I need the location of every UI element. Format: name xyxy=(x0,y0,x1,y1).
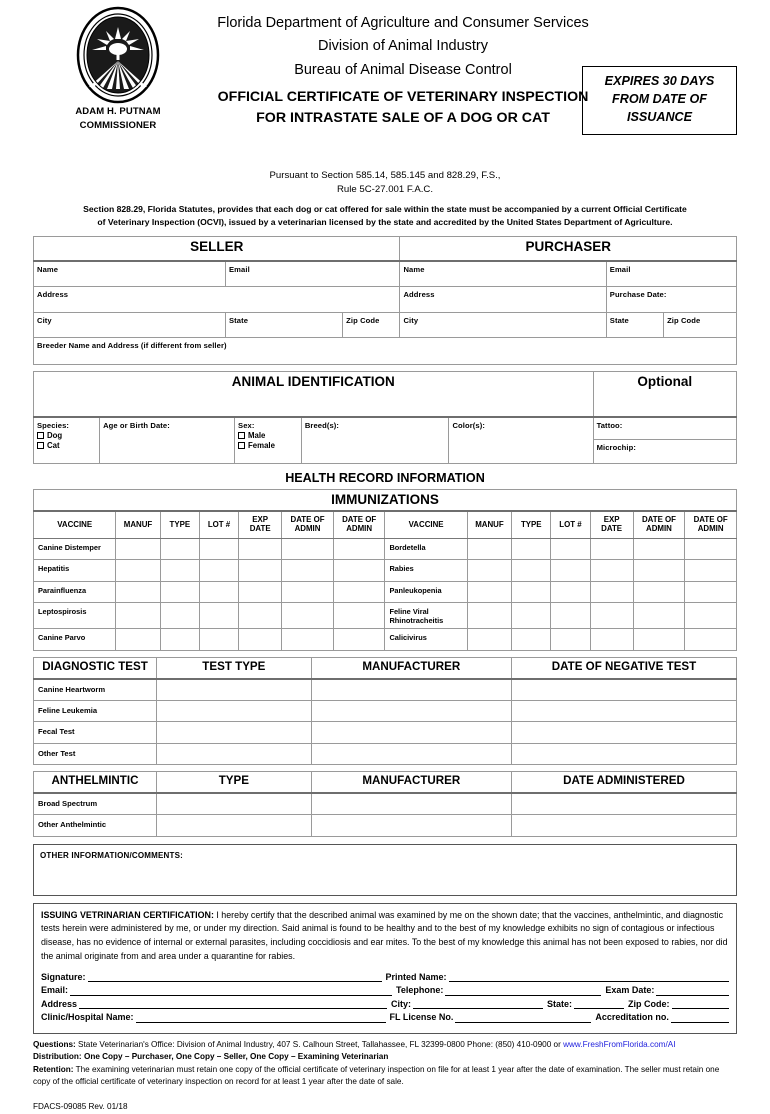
signature-row xyxy=(41,972,729,982)
cell-admin1[interactable] xyxy=(633,560,685,582)
animal-identification-heading: ANIMAL IDENTIFICATION xyxy=(34,371,594,417)
email-telephone-examdate-row xyxy=(41,986,729,996)
cell-manuf[interactable] xyxy=(467,560,511,582)
retention-text: The examining veterinarian must retain one copy of the official certificate of veterinary inspection on file for at least 1 year after the date of examination. The seller must retain one copy of the official certificate of veterinary inspection on record for at least 1 year after the date of sale. xyxy=(33,1064,720,1086)
certification-heading: ISSUING VETRINARIAN CERTIFICATION: xyxy=(41,909,214,920)
cell-lot[interactable] xyxy=(199,560,238,582)
cell-admin2[interactable] xyxy=(333,629,385,651)
commissioner-name: ADAM H. PUTNAM xyxy=(75,106,161,117)
breeder-row xyxy=(34,337,737,364)
zip-label: Zip Code: xyxy=(628,998,670,1009)
cell-admin2[interactable] xyxy=(685,603,737,629)
signature-label: Signature: xyxy=(41,971,86,982)
checkbox-female-icon[interactable] xyxy=(238,442,245,449)
cell-date[interactable] xyxy=(512,700,737,722)
tattoo-field[interactable]: Tattoo: xyxy=(594,418,736,440)
certificate-title-line1: OFFICIAL CERTIFICATE OF VETERINARY INSPECTION xyxy=(217,89,589,105)
seller-heading: SELLER xyxy=(34,236,400,261)
vaccine-leptospirosis: Leptospirosis xyxy=(34,603,116,629)
sex-cell xyxy=(235,417,302,463)
statute-line2: of Veterinary Inspection (OCVI), issued by a veterinarian licensed by the state and accredited by the United States Department of Agriculture. xyxy=(97,217,673,228)
seller-address-field[interactable]: Address xyxy=(34,286,400,312)
vaccine-canine-distemper: Canine Distemper xyxy=(34,538,116,560)
printed-name-label: Printed Name: xyxy=(385,971,447,982)
vaccine-feline-viral-rhinotracheitis xyxy=(385,603,467,629)
species-cat-label: Cat xyxy=(47,441,60,451)
cell-admin1[interactable] xyxy=(282,629,334,651)
col-admin1-right-line1: DATE OF xyxy=(641,514,676,524)
species-label: Species: xyxy=(37,421,70,431)
cell-lot[interactable] xyxy=(551,603,590,629)
cell-date[interactable] xyxy=(512,815,737,837)
cell-test-type[interactable] xyxy=(157,743,312,765)
email-input[interactable] xyxy=(70,986,392,996)
cell-lot[interactable] xyxy=(199,538,238,560)
cell-type[interactable] xyxy=(160,538,199,560)
state-input[interactable] xyxy=(574,999,624,1009)
expires-line3: ISSUANCE xyxy=(626,109,693,124)
col-admin1-right-line2: ADMIN xyxy=(646,524,672,534)
optional-heading: Optional xyxy=(593,371,736,417)
purchaser-state-field[interactable]: State xyxy=(606,312,663,337)
license-label: FL License No. xyxy=(389,1012,454,1023)
col-admin2-left-line1: DATE OF xyxy=(342,514,377,524)
address-city-state-zip-row xyxy=(41,999,729,1009)
col-manufacturer: MANUFACTURER xyxy=(311,772,511,794)
pursuant-line1: Pursuant to Section 585.14, 585.145 and 828.29, F.S., xyxy=(269,170,501,181)
cell-exp[interactable] xyxy=(239,603,282,629)
cell-manuf[interactable] xyxy=(116,538,160,560)
cell-exp[interactable] xyxy=(239,581,282,603)
city-input[interactable] xyxy=(413,999,543,1009)
cell-exp[interactable] xyxy=(239,538,282,560)
certification-body: I hereby certify that the described animal was examined by me on the shown date; that the vaccines, anthelmintic, and diagnostic tests herein were administered by me, or under my direction. Said animal is found to be healthy and to the best of my knowledge exhibits no sign of contagious or infectious disease, has no evidence of internal or external parasites, including coccidiosis and ear mites. To the best of my knowledge this animal has not been exposed to rabies, nor did the animal originate from and area under a quarantine for rabies. xyxy=(41,909,728,961)
cell-admin1[interactable] xyxy=(633,629,685,651)
other-information-comments-box[interactable] xyxy=(33,844,737,896)
cell-admin1[interactable] xyxy=(282,581,334,603)
colors-field[interactable]: Color(s): xyxy=(449,417,593,463)
address-label: Address xyxy=(41,998,78,1009)
expires-notice-box xyxy=(582,66,737,135)
anthelmintic-table xyxy=(33,771,737,837)
col-type-right: TYPE xyxy=(512,511,551,538)
cell-manufacturer[interactable] xyxy=(311,793,511,815)
issuing-veterinarian-certification-box xyxy=(33,903,737,1034)
cell-admin2[interactable] xyxy=(685,581,737,603)
exam-date-input[interactable] xyxy=(656,986,729,996)
col-exp-right-line1: EXP xyxy=(603,514,620,524)
seal-block xyxy=(58,5,178,133)
questions-label: Questions: xyxy=(33,1040,76,1050)
cell-admin1[interactable] xyxy=(282,538,334,560)
cell-lot[interactable] xyxy=(199,581,238,603)
purchaser-email-field[interactable]: Email xyxy=(606,261,736,286)
microchip-field[interactable]: Microchip: xyxy=(596,443,636,453)
species-dog-label: Dog xyxy=(47,431,63,441)
diagnostic-header-row xyxy=(34,657,737,679)
col-manuf-left: MANUF xyxy=(116,511,160,538)
certificate-title xyxy=(173,87,633,130)
statute-line1: Section 828.29, Florida Statutes, provides that each dog or cat offered for sale within the state must be accompanied by a current Official Certificate xyxy=(83,203,687,214)
cell-exp[interactable] xyxy=(239,629,282,651)
col-exp-right-line2: DATE xyxy=(601,524,623,534)
age-birthdate-field[interactable]: Age or Birth Date: xyxy=(100,417,235,463)
col-anthelmintic: ANTHELMINTIC xyxy=(34,772,157,794)
cell-type[interactable] xyxy=(160,560,199,582)
exam-date-label: Exam Date: xyxy=(605,985,655,996)
cell-type[interactable] xyxy=(512,603,551,629)
cell-exp[interactable] xyxy=(590,603,633,629)
seller-zip-field[interactable]: Zip Code xyxy=(343,312,400,337)
cell-manufacturer[interactable] xyxy=(311,700,511,722)
breeder-field[interactable]: Breeder Name and Address (if different from seller) xyxy=(34,337,737,364)
purchaser-city-field[interactable]: City xyxy=(400,312,606,337)
distribution-line xyxy=(33,1051,737,1063)
license-input[interactable] xyxy=(455,1013,591,1023)
cell-manuf[interactable] xyxy=(467,629,511,651)
anthelmintic-other: Other Anthelmintic xyxy=(34,815,157,837)
cell-admin2[interactable] xyxy=(333,560,385,582)
organization-lines xyxy=(183,12,623,82)
cell-admin1[interactable] xyxy=(633,538,685,560)
cell-manufacturer[interactable] xyxy=(311,815,511,837)
col-test-type: TEST TYPE xyxy=(157,657,312,679)
cell-manuf[interactable] xyxy=(467,538,511,560)
cell-type[interactable] xyxy=(160,603,199,629)
certification-paragraph xyxy=(41,909,729,963)
table-row xyxy=(34,560,737,582)
fresh-from-florida-link[interactable]: www.FreshFromFlorida.com/AI xyxy=(563,1040,676,1050)
cell-date[interactable] xyxy=(512,679,737,701)
cell-admin2[interactable] xyxy=(685,538,737,560)
cell-type[interactable] xyxy=(512,538,551,560)
immunizations-heading-row xyxy=(34,489,737,511)
checkbox-male-icon[interactable] xyxy=(238,432,245,439)
org-line-division: Division of Animal Industry xyxy=(317,38,489,55)
cell-manuf[interactable] xyxy=(116,581,160,603)
immunizations-header-row xyxy=(34,511,737,538)
cell-exp[interactable] xyxy=(590,538,633,560)
org-line-bureau: Bureau of Animal Disease Control xyxy=(294,61,512,78)
sex-male-label: Male xyxy=(248,431,266,441)
cell-lot[interactable] xyxy=(199,629,238,651)
form-id: FDACS-09085 Rev. 01/18 xyxy=(33,1102,128,1112)
questions-line xyxy=(33,1039,737,1051)
col-diagnostic-test: DIAGNOSTIC TEST xyxy=(34,657,157,679)
col-admin1-left xyxy=(282,511,334,538)
signature-lines xyxy=(41,972,729,1023)
cell-test-type[interactable] xyxy=(157,700,312,722)
cell-admin2[interactable] xyxy=(685,629,737,651)
animal-identification-table xyxy=(33,371,737,464)
checkbox-cat-icon[interactable] xyxy=(37,442,44,449)
vaccine-bordetella: Bordetella xyxy=(385,538,467,560)
cell-admin2[interactable] xyxy=(333,603,385,629)
table-row xyxy=(34,743,737,765)
city-label: City: xyxy=(391,998,412,1009)
comments-label: OTHER INFORMATION/COMMENTS: xyxy=(40,850,184,860)
col-type-left: TYPE xyxy=(160,511,199,538)
diagnostic-canine-heartworm: Canine Heartworm xyxy=(34,679,157,701)
cell-admin2[interactable] xyxy=(333,581,385,603)
email-label: Email: xyxy=(41,985,69,996)
cell-admin2[interactable] xyxy=(685,560,737,582)
vaccine-panleukopenia: Panleukopenia xyxy=(385,581,467,603)
table-row xyxy=(34,538,737,560)
col-lot-left: LOT # xyxy=(199,511,238,538)
cell-date[interactable] xyxy=(512,793,737,815)
retention-line xyxy=(33,1064,737,1089)
table-row xyxy=(34,722,737,744)
col-exp-left xyxy=(239,511,282,538)
col-admin2-right xyxy=(685,511,737,538)
florida-dept-agriculture-seal-icon xyxy=(75,5,161,105)
org-line-department: Florida Department of Agriculture and Consumer Services xyxy=(217,15,589,31)
col-type: TYPE xyxy=(157,772,312,794)
purchase-date-field[interactable]: Purchase Date: xyxy=(606,286,736,312)
cell-type[interactable] xyxy=(157,793,312,815)
clinic-label: Clinic/Hospital Name: xyxy=(41,1012,134,1023)
seller-email-field[interactable]: Email xyxy=(226,261,400,286)
document-header xyxy=(33,0,737,168)
telephone-label: Telephone: xyxy=(396,985,444,996)
cell-admin1[interactable] xyxy=(633,603,685,629)
printed-name-input[interactable] xyxy=(449,972,729,982)
col-lot-right: LOT # xyxy=(551,511,590,538)
cell-type[interactable] xyxy=(157,815,312,837)
table-row xyxy=(34,629,737,651)
cell-manuf[interactable] xyxy=(467,603,511,629)
cell-admin1[interactable] xyxy=(633,581,685,603)
animal-id-fields-row xyxy=(34,417,737,463)
col-admin2-left xyxy=(333,511,385,538)
species-cat-option[interactable] xyxy=(34,440,99,450)
diagnostic-feline-leukemia: Feline Leukemia xyxy=(34,700,157,722)
pursuant-text xyxy=(33,169,737,197)
diagnostic-fecal-test: Fecal Test xyxy=(34,722,157,744)
purchaser-zip-field[interactable]: Zip Code xyxy=(664,312,737,337)
table-row xyxy=(34,700,737,722)
cell-exp[interactable] xyxy=(590,629,633,651)
accreditation-input[interactable] xyxy=(671,1013,729,1023)
cell-manuf[interactable] xyxy=(116,603,160,629)
table-row xyxy=(34,815,737,837)
sex-male-option[interactable] xyxy=(235,430,301,440)
cell-manuf[interactable] xyxy=(116,629,160,651)
retention-label: Retention: xyxy=(33,1064,74,1074)
certificate-title-line2: FOR INTRASTATE SALE OF A DOG OR CAT xyxy=(256,110,550,127)
table-row xyxy=(34,793,737,815)
cell-type[interactable] xyxy=(512,560,551,582)
seller-state-field[interactable]: State xyxy=(226,312,343,337)
species-dog-option[interactable] xyxy=(34,430,99,440)
expires-line2: FROM DATE OF xyxy=(612,91,707,106)
col-admin1-right xyxy=(633,511,685,538)
purchaser-address-field[interactable]: Address xyxy=(400,286,606,312)
cell-admin1[interactable] xyxy=(282,560,334,582)
purchaser-name-field[interactable]: Name xyxy=(400,261,606,286)
state-label: State: xyxy=(547,998,573,1009)
col-exp-right xyxy=(590,511,633,538)
table-row xyxy=(34,603,737,629)
clinic-input[interactable] xyxy=(136,1013,386,1023)
col-vaccine-right: VACCINE xyxy=(385,511,467,538)
cell-lot[interactable] xyxy=(551,538,590,560)
cell-lot[interactable] xyxy=(199,603,238,629)
diagnostic-test-table xyxy=(33,657,737,766)
city-state-zip-row xyxy=(34,312,737,337)
col-admin1-left-line1: DATE OF xyxy=(290,514,325,524)
sex-female-label: Female xyxy=(248,441,275,451)
cell-exp[interactable] xyxy=(590,560,633,582)
cell-manufacturer[interactable] xyxy=(311,743,511,765)
immunizations-table xyxy=(33,489,737,651)
seller-purchaser-table xyxy=(33,236,737,365)
cell-lot[interactable] xyxy=(551,629,590,651)
document-footer xyxy=(33,1039,737,1113)
col-admin2-right-line1: DATE OF xyxy=(693,514,728,524)
accreditation-label: Accreditation no. xyxy=(595,1012,669,1023)
cell-exp[interactable] xyxy=(239,560,282,582)
telephone-input[interactable] xyxy=(445,986,601,996)
immunizations-heading: IMMUNIZATIONS xyxy=(34,489,737,511)
vaccine-calicivirus: Calicivirus xyxy=(385,629,467,651)
cell-test-type[interactable] xyxy=(157,722,312,744)
distribution-text: One Copy – Purchaser, One Copy – Seller, One Copy – Examining Veterinarian xyxy=(81,1052,389,1062)
optional-cell xyxy=(593,417,736,463)
anthelmintic-header-row xyxy=(34,772,737,794)
purchaser-heading: PURCHASER xyxy=(400,236,737,261)
table-row xyxy=(34,581,737,603)
col-exp-left-line1: EXP xyxy=(252,514,269,524)
col-vaccine-left: VACCINE xyxy=(34,511,116,538)
expires-line1: EXPIRES 30 DAYS xyxy=(604,74,715,88)
cell-date[interactable] xyxy=(512,743,737,765)
seller-name-field[interactable]: Name xyxy=(34,261,226,286)
address-input[interactable] xyxy=(79,999,387,1009)
cell-manuf[interactable] xyxy=(116,560,160,582)
address-row xyxy=(34,286,737,312)
fvr-line2: Rhinotracheitis xyxy=(389,616,444,626)
cell-manuf[interactable] xyxy=(467,581,511,603)
cell-date[interactable] xyxy=(512,722,737,744)
col-manufacturer: MANUFACTURER xyxy=(311,657,511,679)
cell-manufacturer[interactable] xyxy=(311,722,511,744)
cell-lot[interactable] xyxy=(551,581,590,603)
col-date-administered: DATE ADMINISTERED xyxy=(512,772,737,794)
health-record-heading: HEALTH RECORD INFORMATION xyxy=(285,470,485,485)
sex-female-option[interactable] xyxy=(235,440,301,450)
cell-lot[interactable] xyxy=(551,560,590,582)
statute-text xyxy=(33,203,737,230)
seller-city-field[interactable]: City xyxy=(34,312,226,337)
cell-admin1[interactable] xyxy=(282,603,334,629)
cell-exp[interactable] xyxy=(590,581,633,603)
name-email-row xyxy=(34,261,737,286)
diagnostic-other-test: Other Test xyxy=(34,743,157,765)
cell-type[interactable] xyxy=(160,629,199,651)
species-cell xyxy=(34,417,100,463)
col-admin2-right-line2: ADMIN xyxy=(697,524,724,534)
vaccine-hepatitis: Hepatitis xyxy=(34,560,116,582)
sex-label: Sex: xyxy=(238,421,255,431)
vaccine-canine-parvo: Canine Parvo xyxy=(34,629,116,651)
fvr-line1: Feline Viral xyxy=(389,607,429,617)
cell-type[interactable] xyxy=(160,581,199,603)
cell-admin2[interactable] xyxy=(333,538,385,560)
cell-test-type[interactable] xyxy=(157,679,312,701)
clinic-license-accreditation-row xyxy=(41,1013,729,1023)
vaccine-parainfluenza: Parainfluenza xyxy=(34,581,116,603)
cell-type[interactable] xyxy=(512,581,551,603)
questions-text: State Veterinarian's Office: Division of Animal Industry, 407 S. Calhoun Street, Tallahassee, FL 32399-0800 Phone: (850) 410-0900 or xyxy=(75,1040,564,1050)
vaccine-rabies: Rabies xyxy=(385,560,467,582)
cell-manufacturer[interactable] xyxy=(311,679,511,701)
breeds-field[interactable]: Breed(s): xyxy=(301,417,449,463)
table-row xyxy=(34,679,737,701)
col-exp-left-line2: DATE xyxy=(249,524,271,534)
cell-type[interactable] xyxy=(512,629,551,651)
anthelmintic-broad-spectrum: Broad Spectrum xyxy=(34,793,157,815)
col-date-negative-test: DATE OF NEGATIVE TEST xyxy=(512,657,737,679)
seller-purchaser-heading-row xyxy=(34,236,737,261)
pursuant-line2: Rule 5C-27.001 F.A.C. xyxy=(337,183,433,195)
signature-input[interactable] xyxy=(88,972,382,982)
zip-input[interactable] xyxy=(672,999,729,1009)
col-admin2-left-line2: ADMIN xyxy=(346,524,373,534)
animal-id-heading-row xyxy=(34,371,737,417)
col-admin1-left-line2: ADMIN xyxy=(294,524,321,534)
checkbox-dog-icon[interactable] xyxy=(37,432,44,439)
distribution-label: Distribution: xyxy=(33,1052,82,1062)
commissioner-title: COMMISSIONER xyxy=(79,119,157,131)
col-manuf-right: MANUF xyxy=(467,511,511,538)
